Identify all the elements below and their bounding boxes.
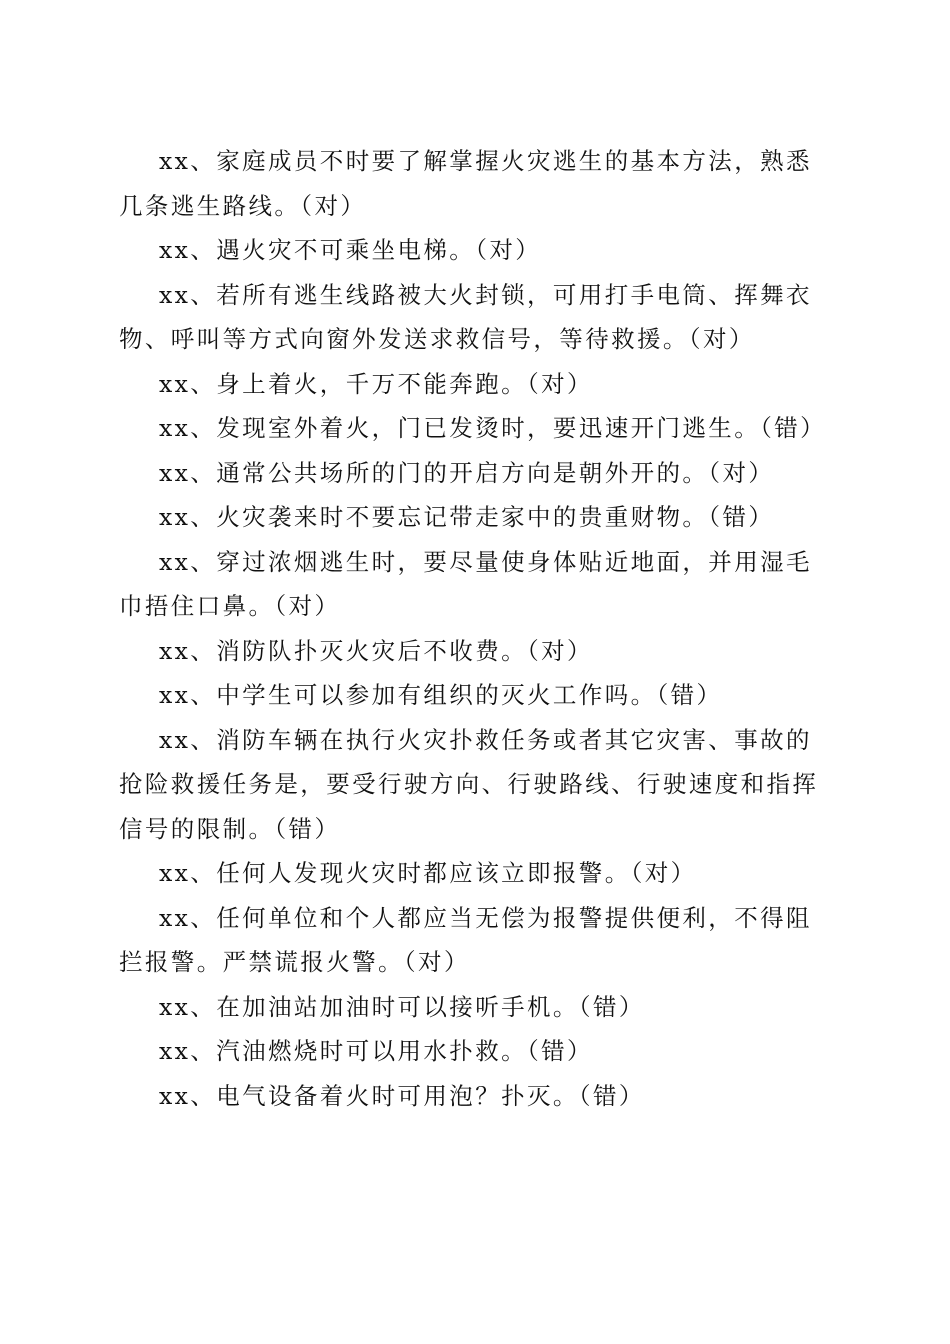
question-item: xx、遇火灾不可乘坐电梯。（对） bbox=[159, 236, 542, 264]
question-item: xx、火灾袭来时不要忘记带走家中的贵重财物。（错） bbox=[159, 503, 775, 531]
question-item: xx、在加油站加油时可以接听手机。（错） bbox=[159, 992, 645, 1021]
question-item: xx、身上着火，千万不能奔跑。（对） bbox=[159, 369, 593, 398]
question-item: xx、中学生可以参加有组织的灭火工作吗。（错） bbox=[159, 681, 723, 709]
question-item: xx、穿过浓烟逃生时，要尽量使身体贴近地面，并用湿毛巾捂住口鼻。（对） bbox=[119, 547, 812, 620]
question-item: xx、电气设备着火时可用泡？扑灭。（错） bbox=[159, 1081, 645, 1110]
question-item: xx、任何人发现火灾时都应该立即报警。（对） bbox=[159, 859, 697, 887]
question-item: xx、消防队扑灭火灾后不收费。（对） bbox=[159, 636, 593, 665]
question-item: xx、汽油燃烧时可以用水扑救。（错） bbox=[159, 1037, 593, 1065]
question-item: xx、通常公共场所的门的开启方向是朝外开的。（对） bbox=[159, 458, 775, 487]
question-item: xx、家庭成员不时要了解掌握火灾逃生的基本方法，熟悉几条逃生路线。（对） bbox=[119, 147, 812, 220]
question-item: xx、若所有逃生线路被大火封锁，可用打手电筒、挥舞衣物、呼叫等方式向窗外发送求救信号，等待救援。（对） bbox=[119, 280, 812, 353]
document-body bbox=[119, 139, 835, 1118]
question-item: xx、发现室外着火，门已发烫时，要迅速开门逃生。（错） bbox=[159, 414, 827, 442]
question-item: xx、消防车辆在执行火灾扑救任务或者其它灾害、事故的抢险救援任务是，要受行驶方向、行驶路线、行驶速度和指挥信号的限制。（错） bbox=[119, 725, 819, 843]
question-item: xx、任何单位和个人都应当无偿为报警提供便利，不得阻拦报警。严禁谎报火警。（对） bbox=[119, 903, 812, 976]
